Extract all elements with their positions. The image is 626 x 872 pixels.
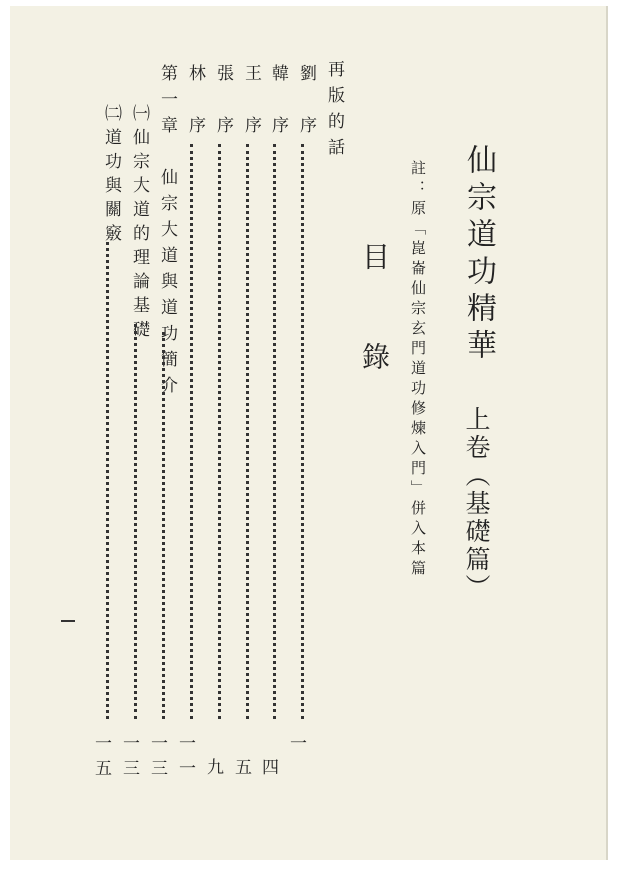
toc-leader-dots [273, 144, 276, 719]
toc-entry: 韓 序 [268, 64, 288, 142]
toc-leader-dots [246, 144, 249, 719]
toc-leader-dots [218, 144, 221, 719]
bleed-through-texture [554, 36, 600, 816]
toc-entry: 劉 序 [296, 64, 316, 142]
toc-leader-dots [301, 144, 304, 719]
toc-page-number: 一三 [119, 734, 139, 784]
toc-entry: 林 序 [185, 64, 205, 142]
book-page [10, 6, 608, 860]
toc-leader-dots [106, 242, 109, 719]
merge-note: 註：原「崑崙仙宗玄門道功修煉入門」併入本篇 [409, 160, 427, 580]
volume-label: 上卷（基礎篇） [462, 406, 491, 602]
toc-leader-dots [162, 332, 165, 719]
toc-page-number: 四 [258, 758, 278, 783]
toc-entry: 再版的話 [324, 60, 344, 164]
toc-page-number: 九 [203, 758, 223, 783]
toc-leader-dots [134, 324, 137, 719]
toc-entry: 王 序 [241, 64, 261, 142]
toc-page-number: 一五 [91, 734, 111, 784]
toc-entry-section: ㈠仙宗大道的理論基礎 [129, 104, 149, 344]
toc-page-number: 一一 [175, 734, 195, 784]
toc-page-number: 一三 [147, 734, 167, 784]
side-page-mark [61, 620, 75, 622]
book-title: 仙宗道功精華 [461, 144, 496, 366]
toc-entry-chapter: 第一章 仙宗大道與道功簡介 [157, 64, 177, 402]
toc-heading-lu: 錄 [358, 342, 391, 370]
toc-heading-mu: 目 [358, 242, 391, 270]
toc-entry-section: ㈡道功與關竅 [101, 104, 121, 248]
toc-entry: 張 序 [213, 64, 233, 142]
toc-page-number: 五 [231, 758, 251, 783]
toc-page-number: 一 [286, 734, 306, 759]
toc-leader-dots [190, 144, 193, 719]
